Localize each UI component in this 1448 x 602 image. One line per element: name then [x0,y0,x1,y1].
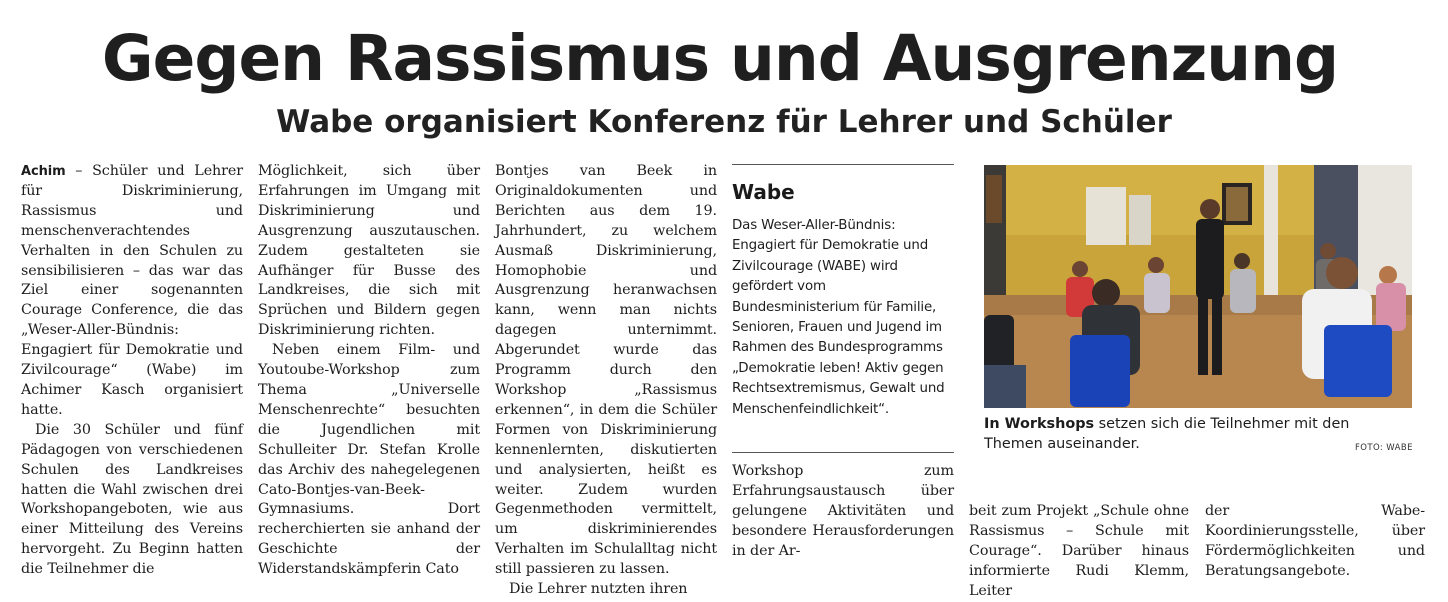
caption-lead: In Workshops [984,416,1095,432]
subheadline: Wabe organisiert Konferenz für Lehrer und Schüler [276,104,1172,140]
article-column-5 [969,502,1189,602]
photo-caption [984,414,1412,454]
paragraph: Möglichkeit, sich über Erfahrungen im Umgang mit Diskriminierung und Ausgrenzung auszutauschen. Zudem gestalteten sie Aufhänger für Busse des Landkreises, die sich mit Sprüchen und Bildern gegen Diskriminierung richten. [258,163,480,339]
paragraph: Bontjes van Beek in Originaldokumenten und Berichten aus dem 19. Jahrhundert, zu welchem Ausmaß Diskriminierung, Homophobie und Ausgrenzung heranwachsen kann, wenn man nichts dagegen unternimmt. Abgerundet wurde das Programm durch den Workshop „Rassismus erkennen“, in dem die Schüler Formen von Diskriminierung kennenlernten, diskutierten und analysierten, heißt es weiter. Zudem wurden Gegenmethoden vermittelt, um diskriminierendes Verhalten im Schulalltag nicht still passieren zu lassen. [495,163,717,578]
paragraph: Die 30 Schüler und fünf Pädagogen von verschiedenen Schulen des Landkreises hatten die Wahl zwischen drei Workshopangeboten, wie aus einer Mitteilung des Vereins hervorgeht. Zu Beginn hatten die Teilnehmer die [21,421,243,578]
headline: Gegen Rassismus und Ausgrenzung [101,22,1339,95]
article-column-6 [1205,502,1425,582]
caption-text: setzen sich die Teilnehmer mit den Themen auseinander. [984,416,1350,452]
article-column-1 [21,162,243,580]
workshop-photo [984,165,1412,408]
paragraph: Neben einem Film- und Youtoube-Workshop zum Thema „Universelle Menschenrechte“ besuchten die Jugendlichen mit Schulleiter Dr. Stefan Krolle das Archiv des nahegelegenen Cato-Bontjes-van-Beek-Gymnasiums. Dort recherchierten sie anhand der Geschichte der Widerstandskämpferin Cato [258,342,480,578]
paragraph-text: – Schüler und Lehrer für Diskriminierung, Rassismus und menschenverachtendes Verhalten in den Schulen zu sensibilisieren – das war das Ziel einer sogenannten Courage Conference, die das „Weser-Aller-Bündnis: Engagiert für Demokratie und Zivilcourage“ (Wabe) im Achimer Kasch organisiert hatte. [21,163,243,418]
infobox-body: Das Weser-Aller-Bündnis: Engagiert für Demokratie und Zivilcourage (WABE) wird gefördert vom Bundesministerium für Familie, Senioren, Frauen und Jugend im Rahmen des Bundesprogramms „Demokratie leben! Aktiv gegen Rechtsextremismus, Gewalt und Menschenfeindlichkeit“. [732,218,945,417]
infobox-bottom-rule [732,452,954,453]
paragraph: der Wabe-Koordinierungsstelle, über Fördermöglichkeiten und Beratungsangebote. [1205,503,1425,579]
paragraph: beit zum Projekt „Schule ohne Rassismus – Schule mit Courage“. Darüber hinaus informierte Rudi Klemm, Leiter [969,503,1189,599]
paragraph [21,162,243,421]
paragraph: Die Lehrer nutzten ihren [509,581,688,598]
infobox-title: Wabe [732,180,795,204]
photo-credit: FOTO: WABE [1355,443,1413,453]
infobox-top-rule [732,164,954,165]
article-column-3 [495,162,717,600]
dateline: Achim [21,164,66,179]
article-column-4 [732,462,954,562]
paragraph: Workshop zum Erfahrungsaustausch über gelungene Aktivitäten und besondere Herausforderungen in der Ar- [732,463,954,559]
article-column-2 [258,162,480,580]
